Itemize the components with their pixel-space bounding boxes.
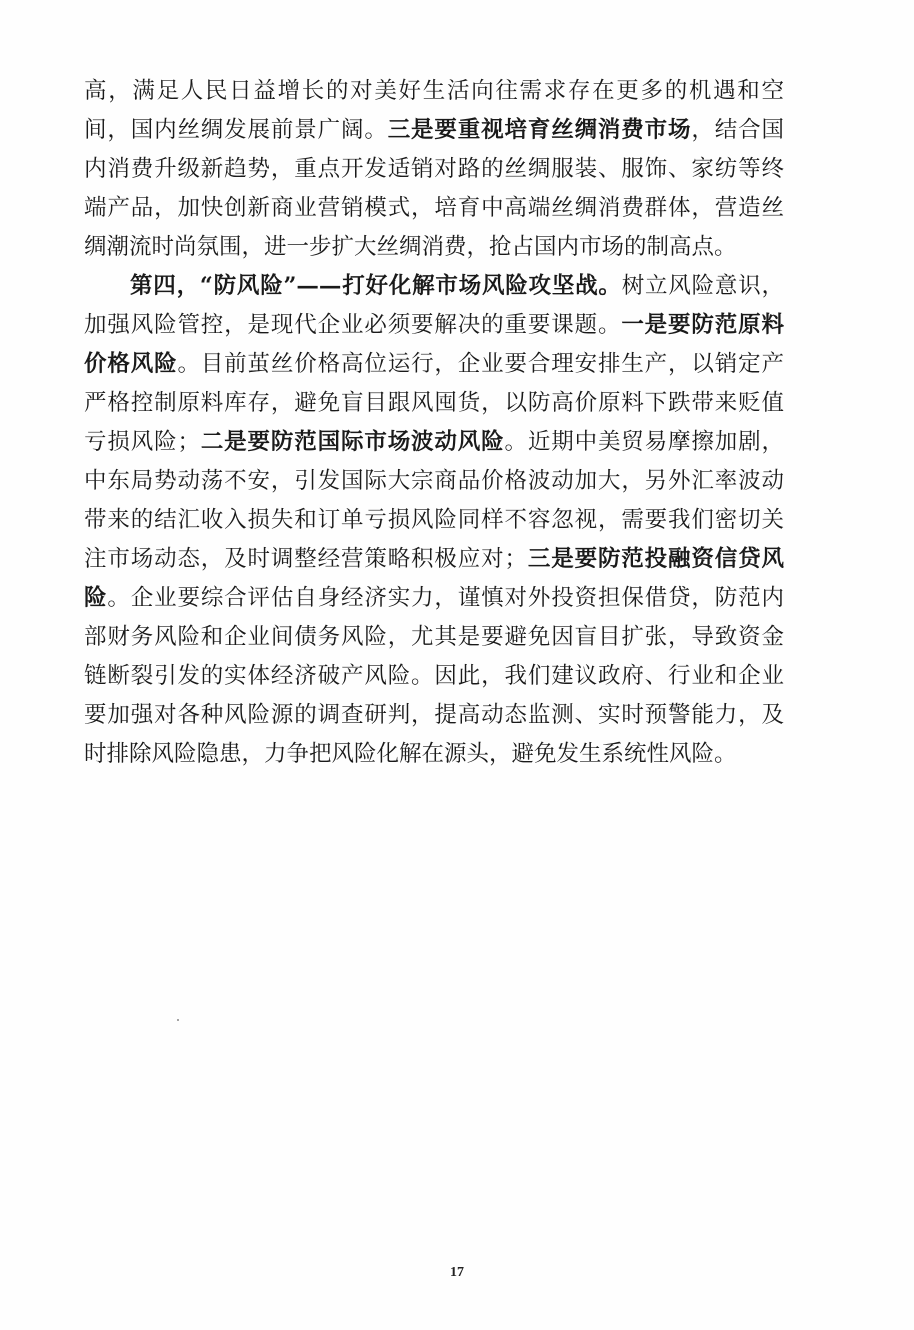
text-run: 绸潮流时尚氛围，进一步扩大丝绸消费，抢占国内市场的制高点。 — [84, 234, 737, 260]
text-line — [84, 423, 784, 462]
bold-text-run: 险 — [84, 585, 108, 611]
text-run: 端产品，加快创新商业营销模式，培育中高端丝绸消费群体，营造丝 — [84, 195, 784, 221]
text-run: 中东局势动荡不安，引发国际大宗商品价格波动加大，另外汇率波动 — [84, 468, 784, 494]
text-run: 部财务风险和企业间债务风险，尤其是要避免因盲目扩张，导致资金 — [84, 624, 784, 650]
bold-text-run: 二是要防范国际市场波动风险 — [199, 429, 505, 455]
text-line — [84, 696, 784, 735]
text-line — [84, 72, 784, 111]
bold-text-run: 三是要防范投融资信贷风 — [527, 546, 784, 572]
text-run: 。近期中美贸易摩擦加剧， — [504, 429, 784, 455]
paragraph-first-line — [84, 267, 784, 306]
bold-text-run: 价格风险 — [84, 351, 178, 377]
text-run: 严格控制原料库存，避免盲目跟风囤货，以防高价原料下跌带来贬值 — [84, 390, 784, 416]
text-run: 亏损风险； — [84, 429, 200, 455]
text-line — [84, 735, 784, 774]
text-line — [84, 345, 784, 384]
text-line — [84, 228, 784, 267]
page-number: 17 — [450, 1265, 464, 1280]
text-run: 带来的结汇收入损失和订单亏损风险同样不容忽视，需要我们密切关 — [84, 507, 784, 533]
text-line — [84, 306, 784, 345]
text-line — [84, 618, 784, 657]
text-run: ，结合国 — [691, 117, 784, 143]
text-line — [84, 111, 784, 150]
body-text — [84, 72, 784, 774]
text-line — [84, 579, 784, 618]
text-run: 注市场动态，及时调整经营策略积极应对； — [84, 546, 527, 572]
text-run: 树立风险意识， — [621, 273, 784, 299]
text-run: 内消费升级新趋势，重点开发适销对路的丝绸服装、服饰、家纺等终 — [84, 156, 784, 182]
text-line — [84, 657, 784, 696]
text-line — [84, 189, 784, 228]
text-line — [84, 384, 784, 423]
text-run: 要加强对各种风险源的调查研判，提高动态监测、实时预警能力，及 — [84, 702, 784, 728]
text-run: 间，国内丝绸发展前景广阔。 — [84, 117, 388, 143]
text-line — [84, 462, 784, 501]
bold-text-run: 一是要防范原料 — [621, 312, 784, 338]
text-run: 高，满足人民日益增长的对美好生活向往需求存在更多的机遇和空 — [84, 78, 784, 104]
text-run: 。目前茧丝价格高位运行，企业要合理安排生产，以销定产 — [177, 351, 784, 377]
text-run: 加强风险管控，是现代企业必须要解决的重要课题。 — [84, 312, 622, 338]
text-line — [84, 540, 784, 579]
bold-text-run: 三是要重视培育丝绸消费市场 — [387, 117, 692, 143]
section-heading: 第四，“防风险”——打好化解市场风险攻坚战。 — [130, 273, 622, 299]
scan-speck — [177, 1019, 179, 1021]
text-line — [84, 501, 784, 540]
text-run: 。企业要综合评估自身经济实力，谨慎对外投资担保借贷，防范内 — [107, 585, 784, 611]
text-line — [84, 150, 784, 189]
text-run: 时排除风险隐患，力争把风险化解在源头，避免发生系统性风险。 — [84, 741, 737, 767]
text-run: 链断裂引发的实体经济破产风险。因此，我们建议政府、行业和企业 — [84, 663, 784, 689]
